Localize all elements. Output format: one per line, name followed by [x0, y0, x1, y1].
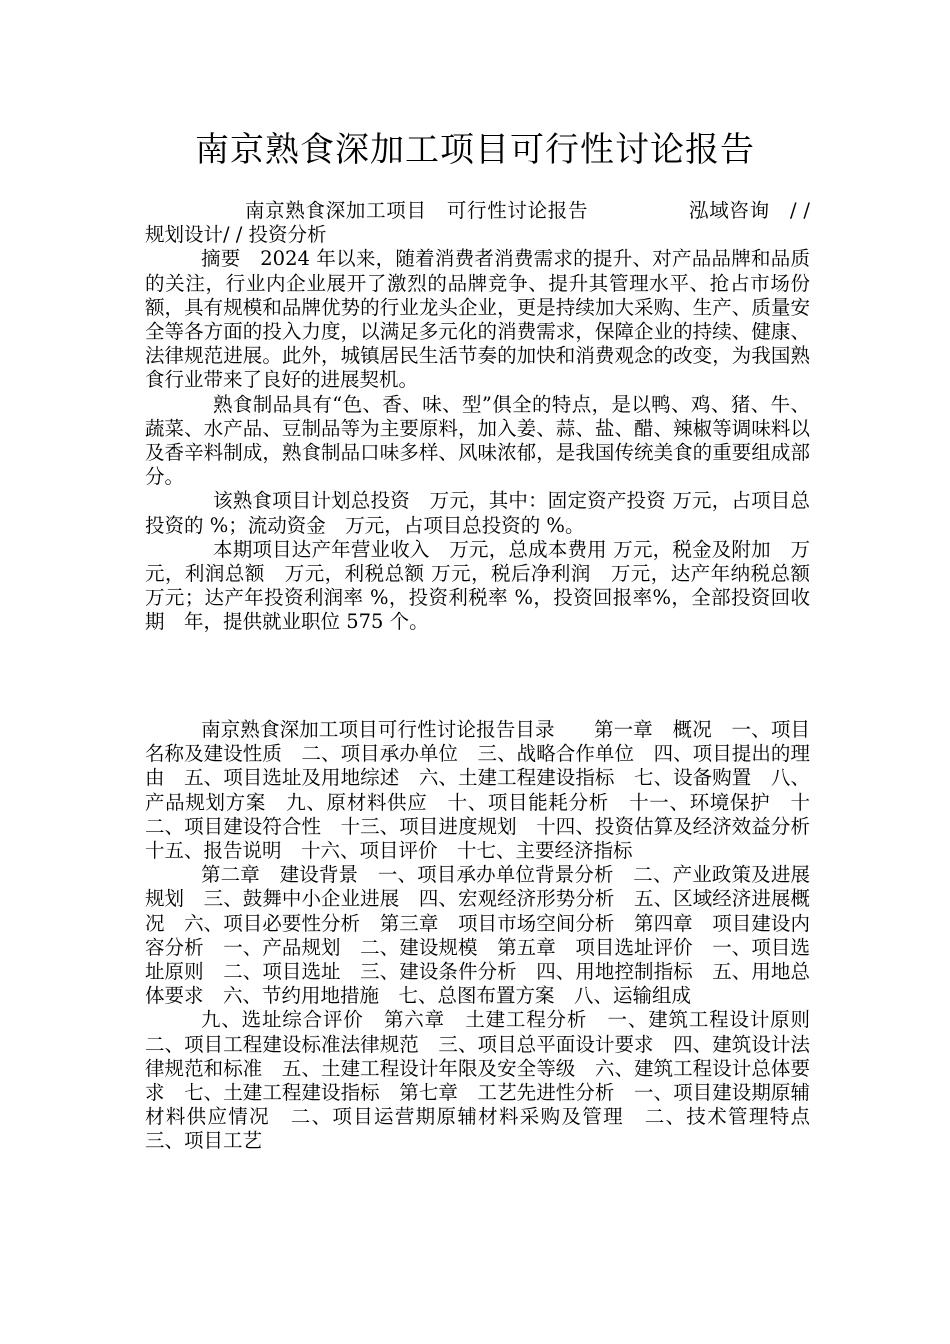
revenue-paragraph: 本期项目达产年营业收入 万元，总成本费用 万元，税金及附加 万元，利润总额 万元，利税总额 万元，税后净利润 万元，达产年纳税总额 万元；达产年投资利润率 %，投资利税率 %，投资回报率%，全部投资回收期 年，提供就业职位 575 个。	[145, 537, 830, 634]
table-of-contents-section	[145, 718, 830, 1154]
abstract-paragraph: 摘要 2024 年以来，随着消费者消费需求的提升、对产品品牌和品质的关注，行业内企业展开了激烈的品牌竞争、提升其管理水平、抢占市场份额，具有规模和品牌优势的行业龙头企业，更是持续加大采购、生产、质量安全等各方面的投入力度，以满足多元化的消费需求，保障企业的持续、健康、法律规范进展。此外，城镇居民生活节奏的加快和消费观念的改变，为我国熟食行业带来了良好的进展契机。	[145, 247, 810, 392]
summary-section	[145, 199, 830, 635]
toc-paragraph-chapter-2-5: 第二章 建设背景 一、项目承办单位背景分析 二、产业政策及进展规划 三、鼓舞中小企业进展 四、宏观经济形势分析 五、区域经济进展概况 六、项目必要性分析 第三章 项目市场空间分析 第四章 项目建设内容分析 一、产品规划 二、建设规模 第五章 项目选址评价 一、项目选址原则 二、项目选址 三、建设条件分析 四、用地控制指标 五、用地总体要求 六、节约用地措施 七、总图布置方案 八、运输组成	[145, 863, 810, 1008]
toc-paragraph-chapter-5-7: 九、选址综合评价 第六章 土建工程分析 一、建筑工程设计原则 二、项目工程建设标准法律规范 三、项目总平面设计要求 四、建筑设计法律规范和标准 五、土建工程设计年限及安全等级 六、建筑工程设计总体要求 七、土建工程建设指标 第七章 工艺先进性分析 一、项目建设期原辅材料供应情况 二、项目运营期原辅材料采购及管理 二、技术管理特点 三、项目工艺	[145, 1008, 830, 1153]
product-description-paragraph: 熟食制品具有“色、香、味、型”俱全的特点，是以鸭、鸡、猪、牛、蔬菜、水产品、豆制品等为主要原料，加入姜、蒜、盐、醋、辣椒等调味料以及香辛料制成，熟食制品口味多样、风味浓郁，是我国传统美食的重要组成部分。	[145, 392, 810, 489]
header-line-paragraph: 南京熟食深加工项目 可行性讨论报告 泓域咨询 / / 规划设计/ / 投资分析	[145, 199, 817, 247]
investment-paragraph: 该熟食项目计划总投资 万元，其中：固定资产投资 万元，占项目总投资的 %；流动资金 万元，占项目总投资的 %。	[145, 489, 810, 537]
document-title: 南京熟食深加工项目可行性讨论报告	[195, 130, 755, 170]
toc-paragraph-chapter-1: 南京熟食深加工项目可行性讨论报告目录 第一章 概况 一、项目名称及建设性质 二、项目承办单位 三、战略合作单位 四、项目提出的理由 五、项目选址及用地综述 六、土建工程建设指标 七、设备购置 八、产品规划方案 九、原材料供应 十、项目能耗分析 十一、环境保护 十二、项目建设符合性 十三、项目进度规划 十四、投资估算及经济效益分析 十五、报告说明 十六、项目评价 十七、主要经济指标	[145, 718, 830, 863]
